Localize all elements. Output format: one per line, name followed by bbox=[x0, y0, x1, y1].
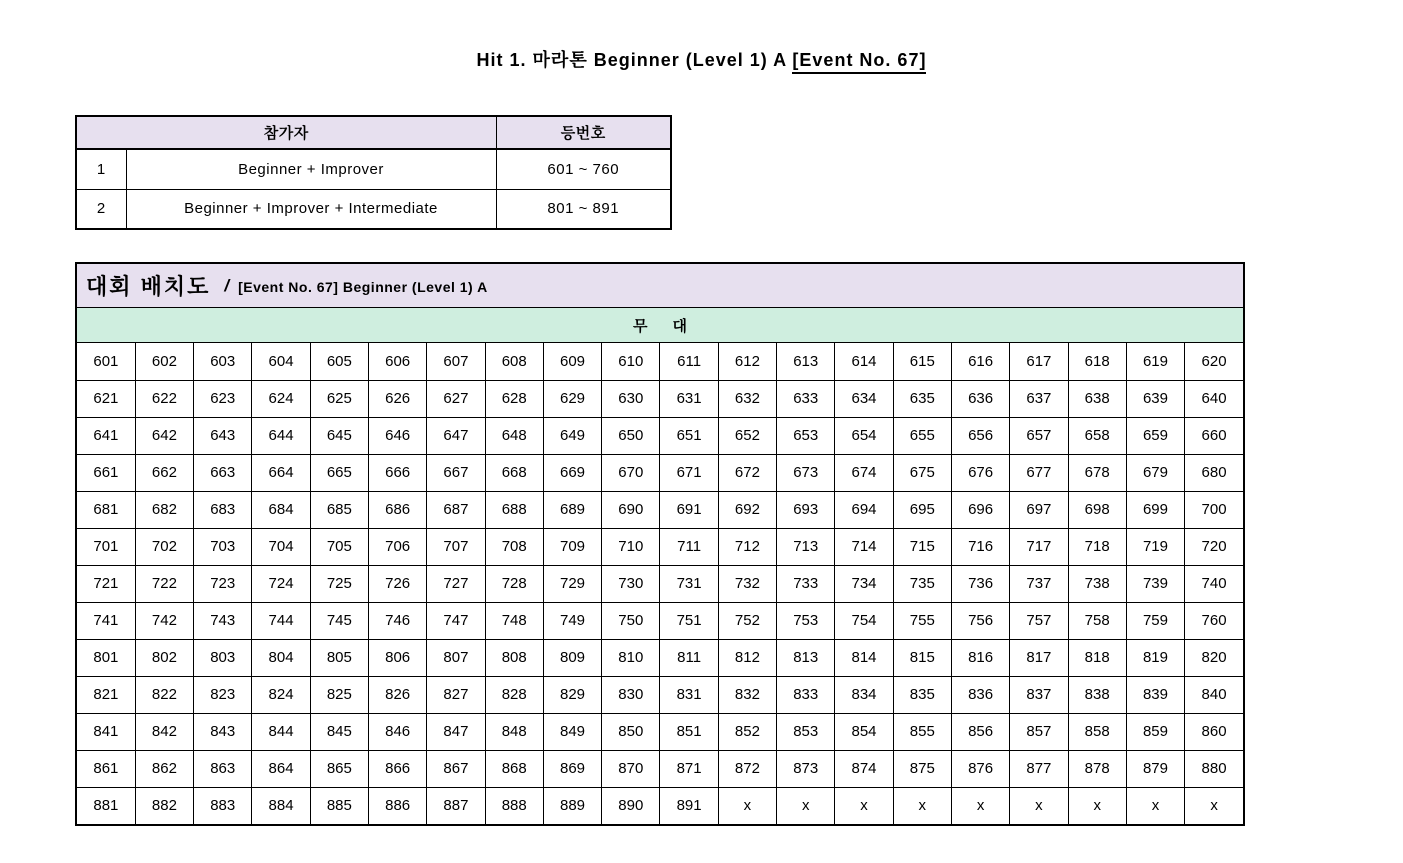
seat-row bbox=[77, 713, 1243, 750]
seat-cell: 808 bbox=[485, 639, 543, 676]
seat-cell: 602 bbox=[135, 343, 193, 380]
seat-cell: 666 bbox=[368, 454, 426, 491]
seat-cell: 742 bbox=[135, 602, 193, 639]
seat-cell: 851 bbox=[660, 713, 718, 750]
participant-no: 2 bbox=[76, 189, 126, 229]
seat-cell: 636 bbox=[951, 380, 1009, 417]
participants-header-participant: 참가자 bbox=[76, 116, 496, 149]
seat-cell: 670 bbox=[602, 454, 660, 491]
seat-cell: 626 bbox=[368, 380, 426, 417]
seat-cell: 855 bbox=[893, 713, 951, 750]
seat-cell: 605 bbox=[310, 343, 368, 380]
seat-cell: 643 bbox=[194, 417, 252, 454]
seat-cell: 634 bbox=[835, 380, 893, 417]
seat-cell: 675 bbox=[893, 454, 951, 491]
seat-cell: 830 bbox=[602, 676, 660, 713]
seat-cell: 674 bbox=[835, 454, 893, 491]
seat-cell: 891 bbox=[660, 787, 718, 824]
seat-cell: 842 bbox=[135, 713, 193, 750]
seat-cell: 621 bbox=[77, 380, 135, 417]
seat-cell: 655 bbox=[893, 417, 951, 454]
seat-cell: 673 bbox=[777, 454, 835, 491]
seat-cell: 881 bbox=[77, 787, 135, 824]
seat-cell: 716 bbox=[951, 528, 1009, 565]
participant-no: 1 bbox=[76, 149, 126, 189]
venue-layout-section bbox=[75, 262, 1245, 826]
seat-cell: 713 bbox=[777, 528, 835, 565]
seat-cell: 826 bbox=[368, 676, 426, 713]
seat-cell: 715 bbox=[893, 528, 951, 565]
participants-table bbox=[75, 115, 672, 230]
seat-cell: 868 bbox=[485, 750, 543, 787]
seat-cell: 718 bbox=[1068, 528, 1126, 565]
seat-cell: 861 bbox=[77, 750, 135, 787]
seat-cell: 729 bbox=[543, 565, 601, 602]
seat-cell: 822 bbox=[135, 676, 193, 713]
seat-cell: 620 bbox=[1185, 343, 1243, 380]
seat-cell: 607 bbox=[427, 343, 485, 380]
seat-cell: 711 bbox=[660, 528, 718, 565]
seat-cell: 656 bbox=[951, 417, 1009, 454]
seat-cell: 858 bbox=[1068, 713, 1126, 750]
seat-cell: 672 bbox=[718, 454, 776, 491]
seat-cell: 752 bbox=[718, 602, 776, 639]
seat-row bbox=[77, 343, 1243, 380]
seat-cell: 837 bbox=[1010, 676, 1068, 713]
seat-cell: 698 bbox=[1068, 491, 1126, 528]
seat-cell: 719 bbox=[1126, 528, 1184, 565]
seat-cell: 732 bbox=[718, 565, 776, 602]
seat-cell: 714 bbox=[835, 528, 893, 565]
seat-cell: 660 bbox=[1185, 417, 1243, 454]
seat-cell: 863 bbox=[194, 750, 252, 787]
seat-cell: 874 bbox=[835, 750, 893, 787]
seat-cell: 824 bbox=[252, 676, 310, 713]
seat-cell: 813 bbox=[777, 639, 835, 676]
seat-cell: 685 bbox=[310, 491, 368, 528]
seat-row bbox=[77, 491, 1243, 528]
seat-cell: 603 bbox=[194, 343, 252, 380]
seat-cell: 659 bbox=[1126, 417, 1184, 454]
seat-cell: 703 bbox=[194, 528, 252, 565]
seat-cell: 661 bbox=[77, 454, 135, 491]
seat-cell: 749 bbox=[543, 602, 601, 639]
seat-cell: 682 bbox=[135, 491, 193, 528]
seat-cell: 879 bbox=[1126, 750, 1184, 787]
seat-cell: 631 bbox=[660, 380, 718, 417]
seat-cell: 819 bbox=[1126, 639, 1184, 676]
seat-cell: 624 bbox=[252, 380, 310, 417]
seat-cell: 852 bbox=[718, 713, 776, 750]
seat-cell: 706 bbox=[368, 528, 426, 565]
seat-cell: 875 bbox=[893, 750, 951, 787]
seat-cell: 878 bbox=[1068, 750, 1126, 787]
seat-cell: 876 bbox=[951, 750, 1009, 787]
seat-cell: 614 bbox=[835, 343, 893, 380]
seat-cell: 710 bbox=[602, 528, 660, 565]
seat-cell: 609 bbox=[543, 343, 601, 380]
seat-cell: 696 bbox=[951, 491, 1009, 528]
seat-cell: 721 bbox=[77, 565, 135, 602]
seat-cell: 645 bbox=[310, 417, 368, 454]
seat-cell: 705 bbox=[310, 528, 368, 565]
seat-cell: x bbox=[1126, 787, 1184, 824]
seat-cell: 757 bbox=[1010, 602, 1068, 639]
seat-cell: 701 bbox=[77, 528, 135, 565]
seat-cell: 864 bbox=[252, 750, 310, 787]
seat-cell: 707 bbox=[427, 528, 485, 565]
seat-cell: 859 bbox=[1126, 713, 1184, 750]
seat-cell: 667 bbox=[427, 454, 485, 491]
seat-cell: 885 bbox=[310, 787, 368, 824]
seat-cell: x bbox=[951, 787, 1009, 824]
seat-cell: 722 bbox=[135, 565, 193, 602]
seat-cell: 646 bbox=[368, 417, 426, 454]
seat-cell: x bbox=[718, 787, 776, 824]
seat-cell: 844 bbox=[252, 713, 310, 750]
seat-cell: 889 bbox=[543, 787, 601, 824]
seat-cell: 810 bbox=[602, 639, 660, 676]
seat-cell: 801 bbox=[77, 639, 135, 676]
seat-cell: 652 bbox=[718, 417, 776, 454]
seat-cell: 823 bbox=[194, 676, 252, 713]
seat-cell: 727 bbox=[427, 565, 485, 602]
seat-cell: 725 bbox=[310, 565, 368, 602]
seat-cell: 811 bbox=[660, 639, 718, 676]
seat-cell: 843 bbox=[194, 713, 252, 750]
seat-cell: 839 bbox=[1126, 676, 1184, 713]
seat-cell: 617 bbox=[1010, 343, 1068, 380]
seat-cell: 827 bbox=[427, 676, 485, 713]
venue-layout-divider: / bbox=[224, 275, 230, 295]
seat-row bbox=[77, 380, 1243, 417]
seat-cell: 649 bbox=[543, 417, 601, 454]
seat-cell: 747 bbox=[427, 602, 485, 639]
seat-cell: 802 bbox=[135, 639, 193, 676]
seat-cell: 865 bbox=[310, 750, 368, 787]
seat-cell: 676 bbox=[951, 454, 1009, 491]
seat-grid bbox=[77, 343, 1243, 824]
seat-cell: 756 bbox=[951, 602, 1009, 639]
seat-cell: 608 bbox=[485, 343, 543, 380]
seat-cell: 840 bbox=[1185, 676, 1243, 713]
venue-layout-title: 대회 배치도 bbox=[86, 274, 211, 299]
participant-name: Beginner + Improver bbox=[126, 149, 496, 189]
seat-cell: 847 bbox=[427, 713, 485, 750]
seat-cell: 702 bbox=[135, 528, 193, 565]
seat-cell: 648 bbox=[485, 417, 543, 454]
seat-cell: 831 bbox=[660, 676, 718, 713]
seat-cell: 689 bbox=[543, 491, 601, 528]
seat-grid-body bbox=[77, 343, 1243, 824]
seat-cell: 820 bbox=[1185, 639, 1243, 676]
document-title-event-ref: [Event No. 67] bbox=[792, 50, 926, 74]
seat-cell: 611 bbox=[660, 343, 718, 380]
seat-cell: 693 bbox=[777, 491, 835, 528]
seat-cell: 686 bbox=[368, 491, 426, 528]
seat-cell: 724 bbox=[252, 565, 310, 602]
seat-cell: 697 bbox=[1010, 491, 1068, 528]
seat-cell: 829 bbox=[543, 676, 601, 713]
seat-cell: 736 bbox=[951, 565, 1009, 602]
seat-cell: 691 bbox=[660, 491, 718, 528]
participants-header-bib: 등번호 bbox=[496, 116, 671, 149]
seat-cell: 606 bbox=[368, 343, 426, 380]
stage-label: 무 대 bbox=[633, 317, 687, 335]
seat-cell: 809 bbox=[543, 639, 601, 676]
seat-cell: 633 bbox=[777, 380, 835, 417]
seat-cell: 739 bbox=[1126, 565, 1184, 602]
seat-cell: 623 bbox=[194, 380, 252, 417]
seat-cell: 616 bbox=[951, 343, 1009, 380]
seat-cell: 735 bbox=[893, 565, 951, 602]
seat-cell: 694 bbox=[835, 491, 893, 528]
seat-cell: 688 bbox=[485, 491, 543, 528]
seat-cell: 743 bbox=[194, 602, 252, 639]
seat-cell: 734 bbox=[835, 565, 893, 602]
seat-cell: 680 bbox=[1185, 454, 1243, 491]
seat-cell: 738 bbox=[1068, 565, 1126, 602]
seat-cell: 887 bbox=[427, 787, 485, 824]
seat-cell: 638 bbox=[1068, 380, 1126, 417]
seat-cell: 712 bbox=[718, 528, 776, 565]
seat-cell: 662 bbox=[135, 454, 193, 491]
seat-cell: 737 bbox=[1010, 565, 1068, 602]
venue-layout-subtitle: [Event No. 67] Beginner (Level 1) A bbox=[238, 278, 488, 295]
seat-cell: 612 bbox=[718, 343, 776, 380]
seat-cell: 657 bbox=[1010, 417, 1068, 454]
seat-cell: 860 bbox=[1185, 713, 1243, 750]
seat-cell: 817 bbox=[1010, 639, 1068, 676]
seat-cell: 610 bbox=[602, 343, 660, 380]
seat-cell: 692 bbox=[718, 491, 776, 528]
seat-cell: 664 bbox=[252, 454, 310, 491]
seat-cell: 746 bbox=[368, 602, 426, 639]
seat-cell: 683 bbox=[194, 491, 252, 528]
seat-cell: 834 bbox=[835, 676, 893, 713]
seat-cell: 748 bbox=[485, 602, 543, 639]
seat-cell: 833 bbox=[777, 676, 835, 713]
seat-cell: 635 bbox=[893, 380, 951, 417]
seat-cell: 622 bbox=[135, 380, 193, 417]
seat-row bbox=[77, 750, 1243, 787]
seat-cell: 849 bbox=[543, 713, 601, 750]
seat-cell: x bbox=[777, 787, 835, 824]
seat-cell: 665 bbox=[310, 454, 368, 491]
participant-bib-range: 601 ~ 760 bbox=[496, 149, 671, 189]
seat-row bbox=[77, 639, 1243, 676]
seat-cell: 751 bbox=[660, 602, 718, 639]
seat-cell: 759 bbox=[1126, 602, 1184, 639]
seat-cell: 882 bbox=[135, 787, 193, 824]
seat-cell: 880 bbox=[1185, 750, 1243, 787]
participants-header-row bbox=[76, 116, 671, 149]
seat-cell: 684 bbox=[252, 491, 310, 528]
seat-cell: 754 bbox=[835, 602, 893, 639]
seat-cell: 838 bbox=[1068, 676, 1126, 713]
seat-cell: 641 bbox=[77, 417, 135, 454]
seat-cell: 854 bbox=[835, 713, 893, 750]
participant-name: Beginner + Improver + Intermediate bbox=[126, 189, 496, 229]
seat-cell: 728 bbox=[485, 565, 543, 602]
seat-row bbox=[77, 565, 1243, 602]
seat-cell: 647 bbox=[427, 417, 485, 454]
stage-row bbox=[77, 308, 1243, 343]
seat-cell: 690 bbox=[602, 491, 660, 528]
seat-cell: 669 bbox=[543, 454, 601, 491]
seat-cell: 873 bbox=[777, 750, 835, 787]
seat-cell: 679 bbox=[1126, 454, 1184, 491]
seat-cell: 818 bbox=[1068, 639, 1126, 676]
seat-cell: 832 bbox=[718, 676, 776, 713]
seat-cell: 628 bbox=[485, 380, 543, 417]
venue-layout-header bbox=[77, 264, 1243, 308]
seat-cell: 845 bbox=[310, 713, 368, 750]
seat-cell: 805 bbox=[310, 639, 368, 676]
seat-cell: 869 bbox=[543, 750, 601, 787]
seat-cell: 615 bbox=[893, 343, 951, 380]
seat-cell: 642 bbox=[135, 417, 193, 454]
seat-cell: 857 bbox=[1010, 713, 1068, 750]
seat-cell: 835 bbox=[893, 676, 951, 713]
seat-cell: 717 bbox=[1010, 528, 1068, 565]
seat-cell: 651 bbox=[660, 417, 718, 454]
seat-cell: 760 bbox=[1185, 602, 1243, 639]
seat-cell: 708 bbox=[485, 528, 543, 565]
seat-cell: 740 bbox=[1185, 565, 1243, 602]
seat-cell: 681 bbox=[77, 491, 135, 528]
seat-row bbox=[77, 417, 1243, 454]
seat-cell: 744 bbox=[252, 602, 310, 639]
table-row bbox=[76, 149, 671, 189]
seat-cell: 678 bbox=[1068, 454, 1126, 491]
seat-cell: 677 bbox=[1010, 454, 1068, 491]
seat-cell: x bbox=[1068, 787, 1126, 824]
seat-cell: 658 bbox=[1068, 417, 1126, 454]
seat-cell: 704 bbox=[252, 528, 310, 565]
document-title bbox=[0, 46, 1403, 72]
seat-cell: 877 bbox=[1010, 750, 1068, 787]
seat-cell: 807 bbox=[427, 639, 485, 676]
seat-cell: 731 bbox=[660, 565, 718, 602]
seat-cell: 821 bbox=[77, 676, 135, 713]
seat-cell: 890 bbox=[602, 787, 660, 824]
seat-cell: 867 bbox=[427, 750, 485, 787]
seat-cell: 654 bbox=[835, 417, 893, 454]
seat-cell: 601 bbox=[77, 343, 135, 380]
seat-cell: 888 bbox=[485, 787, 543, 824]
seat-cell: 613 bbox=[777, 343, 835, 380]
seat-cell: 750 bbox=[602, 602, 660, 639]
seat-cell: 619 bbox=[1126, 343, 1184, 380]
table-row bbox=[76, 189, 671, 229]
seat-cell: 629 bbox=[543, 380, 601, 417]
seat-cell: 637 bbox=[1010, 380, 1068, 417]
seat-cell: 700 bbox=[1185, 491, 1243, 528]
seat-cell: 806 bbox=[368, 639, 426, 676]
seat-cell: 745 bbox=[310, 602, 368, 639]
seat-cell: 846 bbox=[368, 713, 426, 750]
seat-cell: 604 bbox=[252, 343, 310, 380]
participant-bib-range: 801 ~ 891 bbox=[496, 189, 671, 229]
document-title-text: Hit 1. 마라톤 Beginner (Level 1) A bbox=[476, 50, 793, 70]
seat-row bbox=[77, 454, 1243, 491]
seat-cell: 815 bbox=[893, 639, 951, 676]
seat-cell: 668 bbox=[485, 454, 543, 491]
seat-cell: 627 bbox=[427, 380, 485, 417]
seat-cell: 804 bbox=[252, 639, 310, 676]
seat-cell: 699 bbox=[1126, 491, 1184, 528]
seat-cell: 883 bbox=[194, 787, 252, 824]
seat-cell: 841 bbox=[77, 713, 135, 750]
seat-cell: 632 bbox=[718, 380, 776, 417]
seat-cell: x bbox=[893, 787, 951, 824]
seat-cell: 755 bbox=[893, 602, 951, 639]
seat-cell: 723 bbox=[194, 565, 252, 602]
seat-cell: 671 bbox=[660, 454, 718, 491]
seat-row bbox=[77, 602, 1243, 639]
seat-cell: 618 bbox=[1068, 343, 1126, 380]
seat-cell: 653 bbox=[777, 417, 835, 454]
seat-cell: 848 bbox=[485, 713, 543, 750]
seat-cell: 866 bbox=[368, 750, 426, 787]
seat-cell: 803 bbox=[194, 639, 252, 676]
seat-cell: 871 bbox=[660, 750, 718, 787]
seat-cell: 625 bbox=[310, 380, 368, 417]
seat-row bbox=[77, 676, 1243, 713]
seat-cell: 650 bbox=[602, 417, 660, 454]
seat-cell: 758 bbox=[1068, 602, 1126, 639]
seat-cell: 639 bbox=[1126, 380, 1184, 417]
seat-cell: 663 bbox=[194, 454, 252, 491]
seat-cell: x bbox=[1010, 787, 1068, 824]
seat-cell: 825 bbox=[310, 676, 368, 713]
seat-cell: 886 bbox=[368, 787, 426, 824]
seat-cell: 733 bbox=[777, 565, 835, 602]
seat-cell: 644 bbox=[252, 417, 310, 454]
seat-cell: x bbox=[835, 787, 893, 824]
seat-row bbox=[77, 787, 1243, 824]
seat-cell: 687 bbox=[427, 491, 485, 528]
seat-cell: 872 bbox=[718, 750, 776, 787]
seat-cell: 726 bbox=[368, 565, 426, 602]
seat-cell: 695 bbox=[893, 491, 951, 528]
seat-cell: 836 bbox=[951, 676, 1009, 713]
seat-cell: 816 bbox=[951, 639, 1009, 676]
seat-cell: 862 bbox=[135, 750, 193, 787]
seat-cell: x bbox=[1185, 787, 1243, 824]
seat-cell: 853 bbox=[777, 713, 835, 750]
seat-cell: 730 bbox=[602, 565, 660, 602]
seat-cell: 753 bbox=[777, 602, 835, 639]
seat-cell: 709 bbox=[543, 528, 601, 565]
seat-cell: 856 bbox=[951, 713, 1009, 750]
seat-cell: 630 bbox=[602, 380, 660, 417]
seat-cell: 640 bbox=[1185, 380, 1243, 417]
seat-cell: 812 bbox=[718, 639, 776, 676]
seat-cell: 850 bbox=[602, 713, 660, 750]
seat-cell: 828 bbox=[485, 676, 543, 713]
seat-cell: 870 bbox=[602, 750, 660, 787]
seat-cell: 884 bbox=[252, 787, 310, 824]
seat-cell: 720 bbox=[1185, 528, 1243, 565]
seat-cell: 741 bbox=[77, 602, 135, 639]
seat-cell: 814 bbox=[835, 639, 893, 676]
seat-row bbox=[77, 528, 1243, 565]
